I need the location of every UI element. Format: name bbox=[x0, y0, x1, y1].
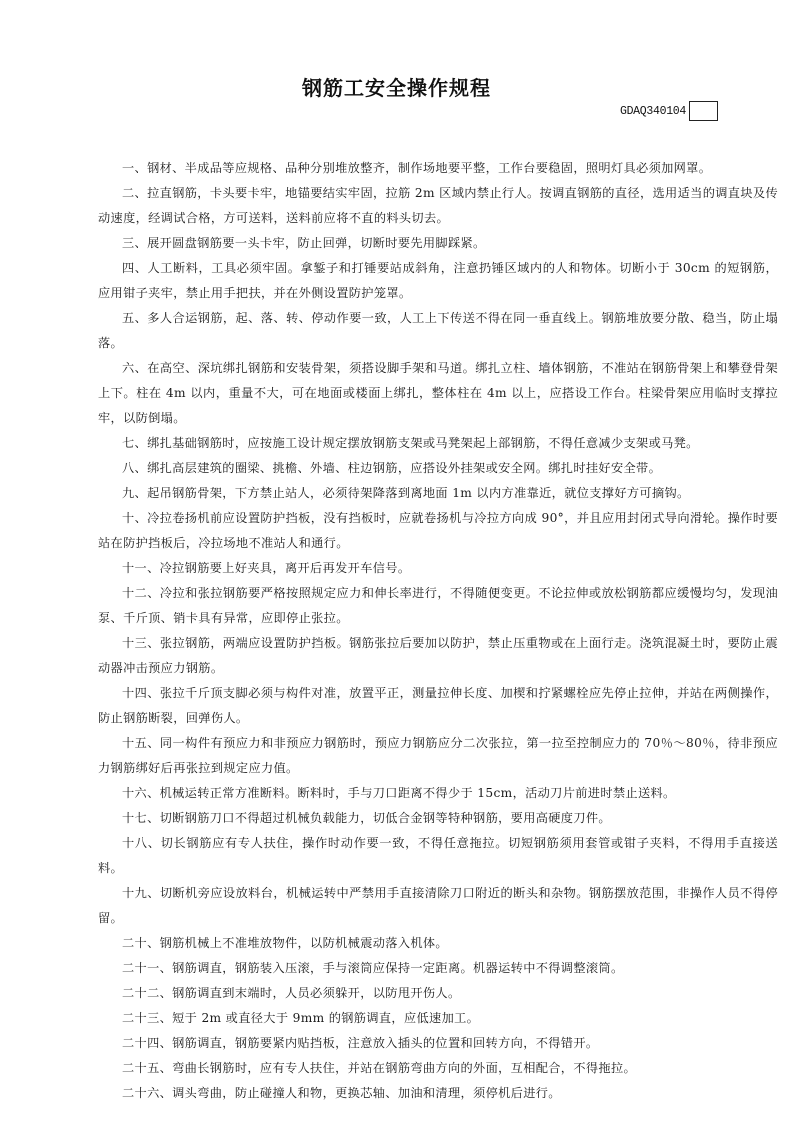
paragraph-10: 十、冷拉卷扬机前应设置防护挡板，没有挡板时，应就卷扬机与冷拉方向成 90°，并且应用封闭式导向滑轮。操作时要站在防护挡板后，冷拉场地不准站人和通行。 bbox=[98, 511, 778, 550]
paragraph-23: 二十三、短于 2m 或直径大于 9mm 的钢筋调直，应低速加工。 bbox=[122, 1011, 480, 1025]
paragraph-25: 二十五、弯曲长钢筋时，应有专人扶住，并站在钢筋弯曲方向的外面，互相配合，不得拖拉。 bbox=[122, 1061, 637, 1075]
document-body bbox=[98, 156, 778, 1106]
paragraph-22: 二十二、钢筋调直到末端时，人员必须躲开，以防甩开伤人。 bbox=[122, 986, 461, 1000]
document-code-row bbox=[620, 101, 718, 121]
paragraph-3: 三、展开圆盘钢筋要一头卡牢，防止回弹，切断时要先用脚踩紧。 bbox=[122, 236, 486, 250]
paragraph-1: 一、钢材、半成品等应规格、品种分别堆放整齐，制作场地要平整，工作台要稳固，照明灯具必须加网罩。 bbox=[122, 161, 712, 175]
paragraph-17: 十七、切断钢筋刀口不得超过机械负载能力，切低合金钢等特种钢筋，要用高硬度刀件。 bbox=[122, 811, 611, 825]
paragraph-11: 十一、冷拉钢筋要上好夹具，离开后再发开车信号。 bbox=[122, 561, 411, 575]
paragraph-26: 二十六、调头弯曲，防止碰撞人和物，更换芯轴、加油和清理，须停机后进行。 bbox=[122, 1086, 561, 1100]
paragraph-13: 十三、张拉钢筋，两端应设置防护挡板。钢筋张拉后要加以防护，禁止压重物或在上面行走。浇筑混凝土时，要防止震动器冲击预应力钢筋。 bbox=[98, 636, 778, 675]
paragraph-18: 十八、切长钢筋应有专人扶住，操作时动作要一致，不得任意拖拉。切短钢筋须用套管或钳子夹料，不得用手直接送料。 bbox=[98, 836, 778, 875]
document-code: GDAQ340104 bbox=[619, 104, 686, 118]
paragraph-5: 五、多人合运钢筋，起、落、转、停动作要一致，人工上下传送不得在同一垂直线上。钢筋堆放要分散、稳当，防止塌落。 bbox=[98, 311, 778, 350]
paragraph-4: 四、人工断料，工具必须牢固。拿錾子和打锤要站成斜角，注意扔锤区域内的人和物体。切断小于 30cm 的短钢筋，应用钳子夹牢，禁止用手把扶，并在外侧设置防护笼罩。 bbox=[98, 261, 778, 300]
document-title: 钢筋工安全操作规程 bbox=[302, 76, 491, 100]
paragraph-21: 二十一、钢筋调直，钢筋装入压滚，手与滚筒应保持一定距离。机器运转中不得调整滚筒。 bbox=[122, 961, 624, 975]
paragraph-14: 十四、张拉千斤顶支脚必须与构件对准，放置平正，测量拉伸长度、加楔和拧紧螺栓应先停止拉伸，并站在两侧操作，防止钢筋断裂，回弹伤人。 bbox=[98, 686, 778, 725]
paragraph-20: 二十、钢筋机械上不准堆放物件，以防机械震动落入机体。 bbox=[122, 936, 448, 950]
paragraph-16: 十六、机械运转正常方准断料。断料时，手与刀口距离不得少于 15cm，活动刀片前进时禁止送料。 bbox=[122, 786, 676, 800]
paragraph-9: 九、起吊钢筋骨架，下方禁止站人，必须待架降落到离地面 1m 以内方准靠近，就位支撑好方可摘钩。 bbox=[122, 486, 690, 500]
paragraph-2: 二、拉直钢筋，卡头要卡牢，地锚要结实牢固，拉筋 2m 区域内禁止行人。按调直钢筋的直径，选用适当的调直块及传动速度，经调试合格，方可送料，送料前应将不直的料头切去。 bbox=[98, 186, 778, 225]
paragraph-19: 十九、切断机旁应设放料台，机械运转中严禁用手直接清除刀口附近的断头和杂物。钢筋摆放范围，非操作人员不得停留。 bbox=[98, 886, 778, 925]
paragraph-6: 六、在高空、深坑绑扎钢筋和安装骨架，须搭设脚手架和马道。绑扎立柱、墙体钢筋，不准站在钢筋骨架上和攀登骨架上下。柱在 4m 以内，重量不大，可在地面或楼面上绑扎，整体柱在 4m 以上，应搭设工作台。柱梁骨架应用临时支撑拉牢，以防倒塌。 bbox=[98, 361, 778, 425]
paragraph-15: 十五、同一构件有预应力和非预应力钢筋时，预应力钢筋应分二次张拉，第一拉至控制应力的 70％～80％，待非预应力钢筋绑好后再张拉到规定应力值。 bbox=[98, 736, 778, 775]
paragraph-7: 七、绑扎基础钢筋时，应按施工设计规定摆放钢筋支架或马凳架起上部钢筋，不得任意减少支架或马凳。 bbox=[122, 436, 699, 450]
paragraph-12: 十二、冷拉和张拉钢筋要严格按照规定应力和伸长率进行，不得随便变更。不论拉伸或放松钢筋都应缓慢均匀，发现油泵、千斤顶、销卡具有异常，应即停止张拉。 bbox=[98, 586, 778, 625]
document-code-box bbox=[689, 101, 718, 121]
paragraph-8: 八、绑扎高层建筑的圈梁、挑檐、外墙、柱边钢筋，应搭设外挂架或安全网。绑扎时挂好安全带。 bbox=[122, 461, 662, 475]
paragraph-24: 二十四、钢筋调直，钢筋要紧内贴挡板，注意放入插头的位置和回转方向，不得错开。 bbox=[122, 1036, 599, 1050]
